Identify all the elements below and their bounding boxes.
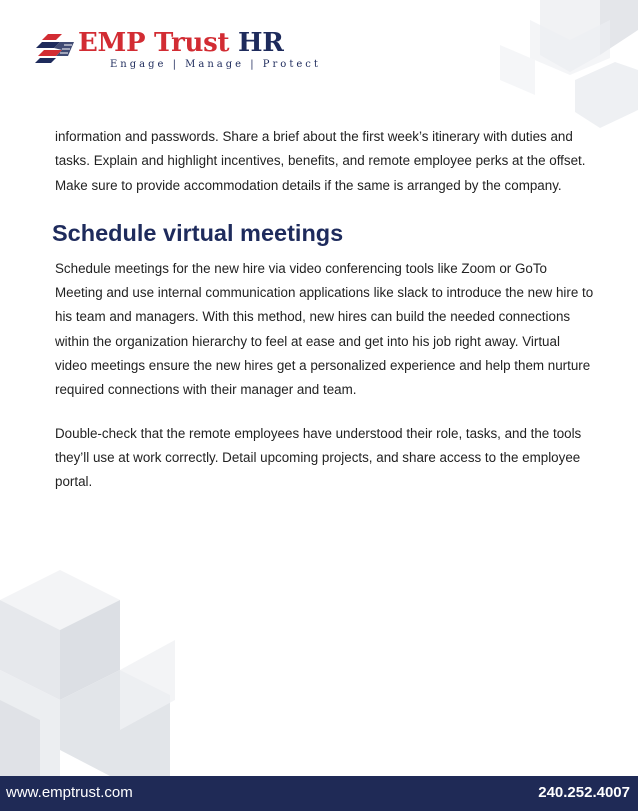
page-footer — [0, 776, 638, 811]
logo-tagline: Engage | Manage | Protect — [110, 59, 321, 70]
footer-phone-number[interactable]: 240.252.4007 — [538, 784, 630, 801]
logo-brand-name: EMP Trust — [78, 28, 230, 58]
logo-wordmark — [78, 28, 284, 58]
emp-trust-flag-icon — [34, 32, 78, 68]
intro-paragraph: information and passwords. Share a brief about the first week’s itinerary with duties and tasks. Explain and highlight incentives, benefits, and remote employee perks at the offset. Make sure to provide accommodation details if the same is arranged by the company. — [55, 129, 586, 193]
footer-website-link[interactable]: www.emptrust.com — [6, 784, 133, 801]
section-heading: Schedule virtual meetings — [52, 219, 344, 246]
logo-brand-suffix: HR — [237, 28, 284, 58]
document-body — [52, 125, 595, 495]
section-paragraph-2: Double-check that the remote employees have understood their role, tasks, and the tools they’ll use at work correctly. Detail upcoming projects, and share access to the employee portal. — [55, 425, 582, 490]
section-paragraph-1: Schedule meetings for the new hire via video conferencing tools like Zoom or GoTo Meeting and use internal communication applications like slack to introduce the new hire to his team and managers. With this method, new hires can build the needed connections within the organization hierarchy to feel at ease and get into his job right away. Virtual video meetings ensure the new hires get a personalized experience and help them nurture required connections with their manager and team. — [55, 260, 594, 398]
company-logo — [34, 28, 321, 74]
